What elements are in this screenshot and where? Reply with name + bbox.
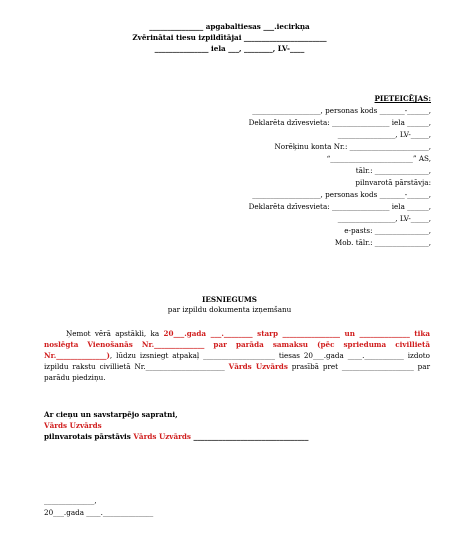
applicant-bank-line: Norēķinu konta Nr.: ______________________, xyxy=(274,142,431,151)
applicant-title: PIETEICĒJAS: xyxy=(374,94,431,103)
applicant-name-line: ___________________, personas kods _______-______, xyxy=(252,106,431,115)
document-subtitle: par izpildu dokumenta izņemšanu xyxy=(167,305,292,314)
bailiff-address-line: _______________ iela ___, ________, LV-____ xyxy=(154,44,305,53)
representative-name-line: ___________________, personas kods _______-______, xyxy=(252,190,431,199)
representative-address-line-1: Deklarēta dzīvesvieta: ________________ iela ______, xyxy=(248,202,431,211)
paragraph-text-end: prasībā pret ____________________ par parādu piedziņu. xyxy=(44,362,431,382)
applicant-phone-line: tālr.: _______________, xyxy=(355,166,431,175)
paragraph-text-middle: , lūdzu izsniegt atpakaļ ____________________ tiesas 20___.gada ____.___________ izdoto izpildu rakstu civillietā Nr.______________________ xyxy=(44,351,430,371)
paragraph-text-start: Ņemot vērā apstākli, ka xyxy=(66,329,164,338)
applicant-address-line-1: Deklarēta dzīvesvieta: ________________ iela ______, xyxy=(248,118,431,127)
request-paragraph xyxy=(44,328,430,383)
representative-mobile-line: Mob. tālr.: _______________, xyxy=(334,238,431,247)
agreement-text: 20___.gada ___.________ starp ________________ un ______________ tika noslēgta Vienošanās Nr.______________ par parāda samaksu (pēc sprieduma civillietā Nr.______________) xyxy=(44,329,430,360)
claimant-name: Vārds Uzvārds xyxy=(228,362,288,371)
place-line: ______________, xyxy=(44,496,97,505)
representative-name: Vārds Uzvārds xyxy=(133,432,191,441)
representative-title: pilnvarotā pārstāvja: xyxy=(355,178,431,187)
bailiff-line: Zvērinātai tiesu izpildītājai _______________________ xyxy=(132,33,327,42)
representative-address-line-2: ________________, LV-_____, xyxy=(337,214,431,223)
document-title: IESNIEGUMS xyxy=(202,295,257,304)
representative-signature-line xyxy=(44,432,309,441)
court-line: _______________ apgabaltiesas ___.iecirkņa xyxy=(149,22,310,31)
closing-regards: Ar cieņu un savstarpējo sapratni, xyxy=(44,410,178,419)
representative-email-line: e-pasts: _______________, xyxy=(344,226,431,235)
representative-label: pilnvarotais pārstāvis xyxy=(44,432,134,441)
closing-name: Vārds Uzvārds xyxy=(44,421,102,430)
applicant-bank-name-line: “_______________________” AS, xyxy=(326,154,431,163)
signature-blank: ________________________________ xyxy=(190,432,309,441)
date-line: 20___.gada ____.______________ xyxy=(44,508,154,517)
applicant-address-line-2: ________________, LV-_____, xyxy=(337,130,431,139)
